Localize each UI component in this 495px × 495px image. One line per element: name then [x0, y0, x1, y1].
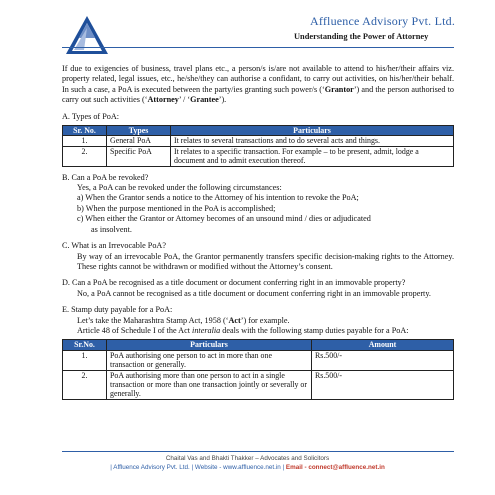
footer-contact: | Affluence Advisory Pvt. Ltd. | Website - www.affluence.net.in | Email - connect@affluence.net.in [110, 464, 385, 471]
section-e-line1: Let’s take the Maharashtra Stamp Act, 1958 (‘Act’) for example. [77, 315, 290, 325]
section-b-title: B. Can a PoA be revoked? [62, 172, 149, 182]
footer-email: Email - connect@affluence.net.in [285, 464, 385, 471]
table-header: Amount [312, 340, 454, 350]
company-name: Affluence Advisory Pvt. Ltd. [310, 14, 456, 28]
table-cell: 2. [63, 146, 107, 166]
footer-divider [62, 451, 454, 452]
table-header-row [63, 126, 454, 136]
section-a-title: A. Types of PoA: [62, 111, 120, 121]
table-cell: General PoA [107, 136, 171, 146]
section-d-title: D. Can a PoA be recognised as a title document or document conferring right in an immovable property? [62, 278, 406, 288]
section-e-title: E. Stamp duty payable for a PoA: [62, 305, 173, 315]
table-header: Types [107, 126, 171, 136]
document-body [62, 64, 454, 400]
table-cell: It relates to a specific transaction. For example – to be present, admit, lodge a document and to admit execution thereof. [171, 146, 454, 166]
section-c-body: By way of an irrevocable PoA, the Grantor permanently transfers specific decision-making rights to the Attorney. These rights cannot be withdrawn or modified without the Attorney’s consent. [77, 251, 454, 271]
section-c-title: C. What is an Irrevocable PoA? [62, 241, 166, 251]
table-header: Sr. No. [63, 126, 107, 136]
list-item: a) When the Grantor sends a notice to the Attorney of his intention to revoke the PoA; [77, 193, 359, 203]
table-header: Particulars [171, 126, 454, 136]
table-cell: 1. [63, 350, 107, 370]
section-b-intro: Yes, a PoA can be revoked under the following circumstances: [77, 183, 282, 193]
list-item-continued: as insolvent. [91, 224, 132, 234]
table-cell: Rs.500/- [312, 370, 454, 399]
footer-authors: Chaital Vas and Bhakti Thakker – Advocates and Solicitors [165, 455, 330, 462]
table-cell: 2. [63, 370, 107, 399]
list-item: c) When either the Grantor or Attorney becomes of an unsound mind / dies or adjudicated [77, 214, 371, 224]
intro-paragraph: If due to exigencies of business, travel plans etc., a person/s is/are not available to attend to his/her/their affairs viz. property related, legal issues, etc., he/she/they can authorise a confidant, to carry out activities, on his/her/their behalf. In such a case, a PoA is executed between the party/ies granting such power/s (‘Grantor’) and the person authorised to carry out such activities (‘Attorney’ / ‘Grantee’). [62, 64, 454, 105]
section-e-line2: Article 48 of Schedule I of the Act interalia deals with the following stamp duties payable for a PoA: [77, 325, 409, 335]
list-item: b) When the purpose mentioned in the PoA is accomplished; [77, 203, 276, 213]
poa-types-table [62, 125, 454, 167]
page-title: Understanding the Power of Attorney [294, 32, 429, 41]
stamp-duty-table [62, 339, 454, 399]
company-logo-icon [64, 14, 110, 56]
table-cell: PoA authorising one person to act in more than one transaction or generally. [107, 350, 312, 370]
table-cell: It relates to several transactions and to do several acts and things. [171, 136, 454, 146]
table-cell: PoA authorising more than one person to act in a single transaction or more than one transaction jointly or severally or generally. [107, 370, 312, 399]
table-row [63, 350, 454, 370]
header-divider [62, 47, 454, 48]
table-header-row [63, 340, 454, 350]
section-d-body: No, a PoA cannot be recognised as a title document or document conferring right in an immovable property. [77, 288, 431, 298]
table-cell: Rs.500/- [312, 350, 454, 370]
table-row [63, 136, 454, 146]
table-row [63, 146, 454, 166]
table-row [63, 370, 454, 399]
table-cell: 1. [63, 136, 107, 146]
table-header: Particulars [107, 340, 312, 350]
table-header: Sr.No. [63, 340, 107, 350]
table-cell: Specific PoA [107, 146, 171, 166]
